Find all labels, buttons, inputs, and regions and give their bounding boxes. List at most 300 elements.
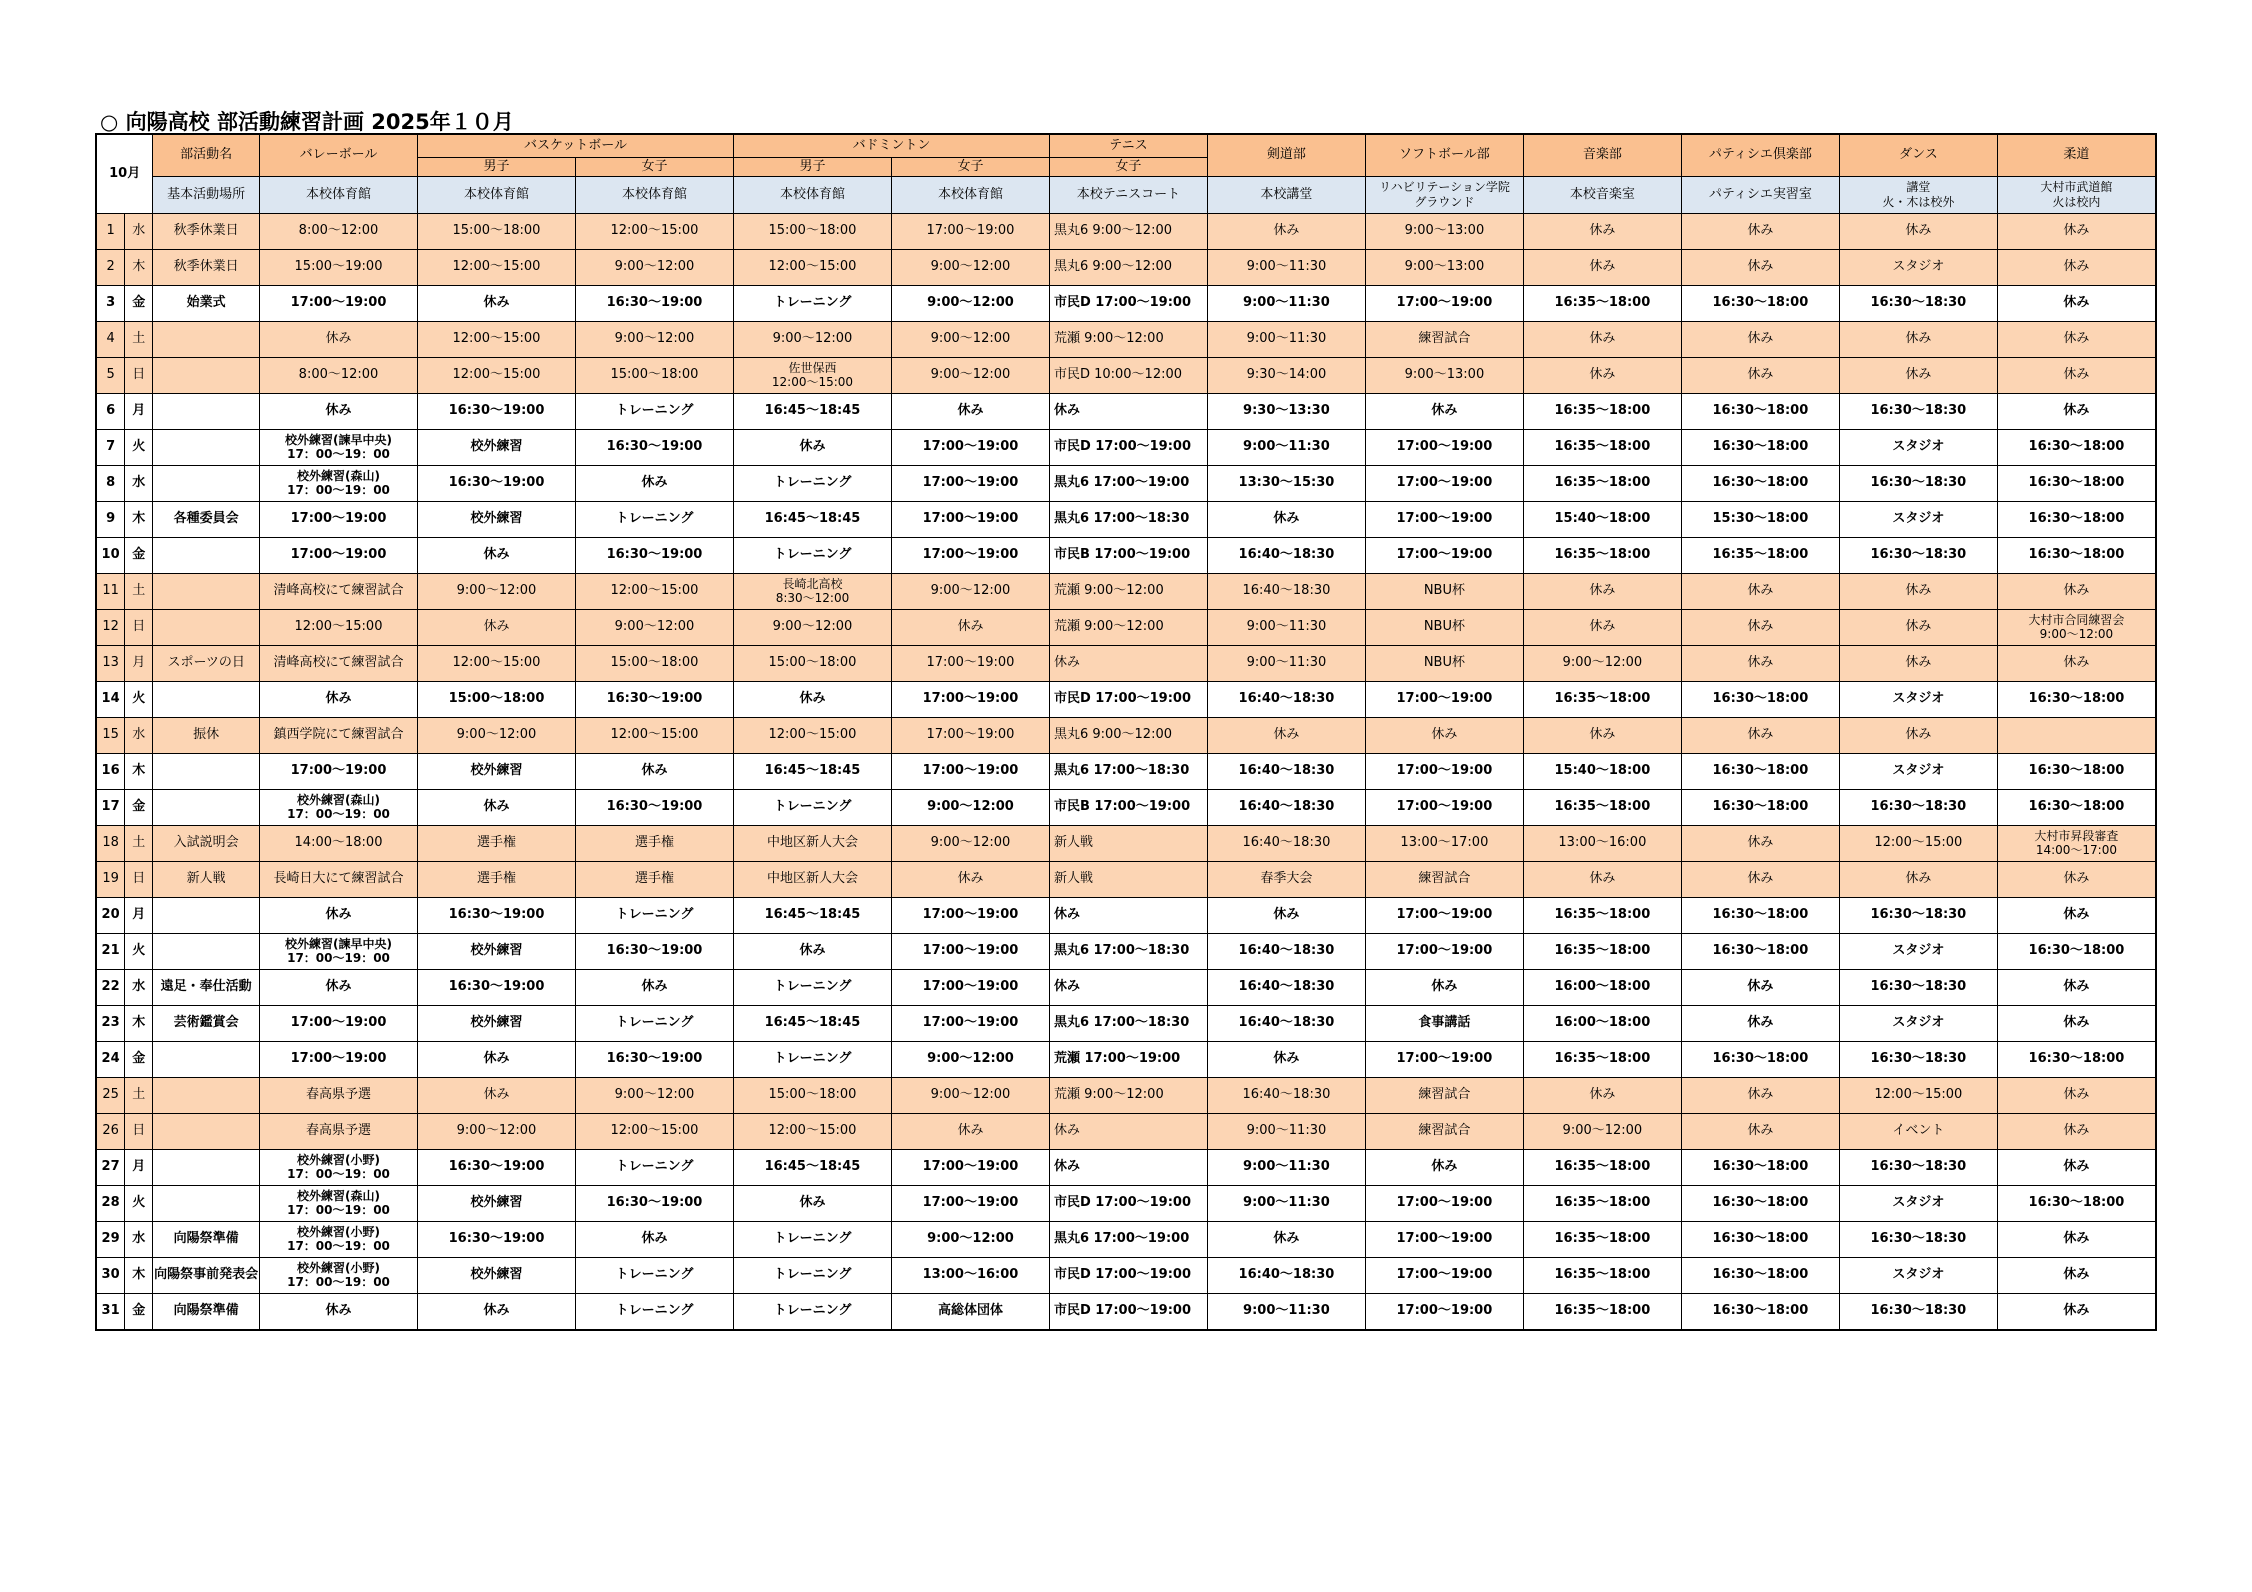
- weekday: 火: [125, 934, 153, 970]
- schedule-cell: 17:00～19:00: [260, 1042, 418, 1078]
- schedule-cell: 16:40～18:30: [1207, 934, 1365, 970]
- day-number: 8: [97, 466, 125, 502]
- weekday: 日: [125, 862, 153, 898]
- schedule-cell: 黒丸6 17:00～18:30: [1049, 1006, 1207, 1042]
- place-column-header: 基本活動場所: [153, 177, 260, 214]
- schedule-cell: 17:00～19:00: [260, 286, 418, 322]
- schedule-cell: 春季大会: [1207, 862, 1365, 898]
- schedule-cell: 17:00～19:00: [891, 682, 1049, 718]
- event-cell: [153, 610, 260, 646]
- table-row: [97, 646, 2156, 682]
- club-judo: 柔道: [1997, 135, 2155, 177]
- table-row: [97, 790, 2156, 826]
- schedule-cell: 長崎日大にて練習試合: [260, 862, 418, 898]
- schedule-cell: 17:00～19:00: [891, 898, 1049, 934]
- schedule-cell: 9:00～11:30: [1207, 1114, 1365, 1150]
- schedule-cell: 練習試合: [1365, 1114, 1523, 1150]
- schedule-cell: 9:30～13:30: [1207, 394, 1365, 430]
- schedule-cell: 16:30～18:00: [1997, 934, 2155, 970]
- schedule-cell: 16:30～19:00: [418, 394, 576, 430]
- schedule-cell: 16:30～19:00: [575, 538, 733, 574]
- schedule-cell: 16:35～18:00: [1523, 1294, 1681, 1330]
- event-cell: [153, 682, 260, 718]
- schedule-cell: 16:30～18:00: [1997, 682, 2155, 718]
- day-number: 19: [97, 862, 125, 898]
- schedule-cell: 休み: [733, 934, 891, 970]
- schedule-cell: 市民D 17:00～19:00: [1049, 430, 1207, 466]
- schedule-cell: 16:35～18:00: [1523, 1222, 1681, 1258]
- table-row: [97, 394, 2156, 430]
- schedule-cell: 休み: [1523, 610, 1681, 646]
- weekday: 木: [125, 1006, 153, 1042]
- day-number: 12: [97, 610, 125, 646]
- schedule-cell: 春高県予選: [260, 1078, 418, 1114]
- page-title: ○ 向陽高校 部活動練習計画 2025年１０月: [100, 110, 514, 134]
- schedule-cell: 12:00～15:00: [575, 574, 733, 610]
- schedule-cell: 休み: [1365, 1150, 1523, 1186]
- schedule-cell: 17:00～19:00: [1365, 898, 1523, 934]
- schedule-cell: 9:00～12:00: [891, 574, 1049, 610]
- table-row: [97, 1258, 2156, 1294]
- schedule-cell: 休み: [1207, 1222, 1365, 1258]
- schedule-cell: 休み: [1049, 646, 1207, 682]
- schedule-cell: 13:00～16:00: [891, 1258, 1049, 1294]
- schedule-cell: 休み: [1997, 358, 2155, 394]
- event-column-header: 部活動名: [153, 135, 260, 177]
- schedule-cell: 16:35～18:00: [1681, 538, 1839, 574]
- schedule-cell: スタジオ: [1839, 250, 1997, 286]
- schedule-cell: 9:00～11:30: [1207, 1294, 1365, 1330]
- schedule-cell: 17:00～19:00: [1365, 1186, 1523, 1222]
- schedule-cell: 休み: [1997, 1294, 2155, 1330]
- schedule-cell: 16:40～18:30: [1207, 754, 1365, 790]
- schedule-cell: 休み: [418, 1042, 576, 1078]
- schedule-cell: 9:00～11:30: [1207, 430, 1365, 466]
- table-row: [97, 682, 2156, 718]
- schedule-cell: 休み: [1839, 358, 1997, 394]
- table-row: [97, 430, 2156, 466]
- schedule-cell: 市民D 17:00～19:00: [1049, 682, 1207, 718]
- weekday: 水: [125, 466, 153, 502]
- schedule-cell: 休み: [1681, 358, 1839, 394]
- event-cell: [153, 1114, 260, 1150]
- schedule-cell: 休み: [733, 682, 891, 718]
- club-tennis: テニス: [1049, 135, 1207, 158]
- schedule-cell: 16:30～18:00: [1681, 286, 1839, 322]
- schedule-cell: 休み: [1997, 322, 2155, 358]
- event-cell: [153, 322, 260, 358]
- schedule-cell: スタジオ: [1839, 682, 1997, 718]
- club-softball: ソフトボール部: [1365, 135, 1523, 177]
- schedule-cell: 休み: [1997, 394, 2155, 430]
- schedule-cell: 15:00～18:00: [418, 682, 576, 718]
- schedule-cell: 17:00～19:00: [1365, 286, 1523, 322]
- table-row: [97, 250, 2156, 286]
- schedule-cell: 16:30～18:00: [1681, 466, 1839, 502]
- schedule-cell: 17:00～19:00: [891, 754, 1049, 790]
- schedule-cell: 休み: [1997, 1006, 2155, 1042]
- schedule-cell: トレーニング: [733, 1258, 891, 1294]
- schedule-cell: 春高県予選: [260, 1114, 418, 1150]
- schedule-cell: 16:30～18:00: [1681, 1294, 1839, 1330]
- event-cell: 遠足・奉仕活動: [153, 970, 260, 1006]
- schedule-cell: 選手権: [575, 862, 733, 898]
- table-row: [97, 718, 2156, 754]
- schedule-cell: 12:00～15:00: [575, 718, 733, 754]
- schedule-cell: 佐世保西 12:00～15:00: [733, 358, 891, 394]
- schedule-cell: 17:00～19:00: [891, 1006, 1049, 1042]
- day-number: 21: [97, 934, 125, 970]
- schedule-cell: 長崎北高校 8:30～12:00: [733, 574, 891, 610]
- day-number: 17: [97, 790, 125, 826]
- weekday: 水: [125, 214, 153, 250]
- weekday: 土: [125, 826, 153, 862]
- basketball-girls: 女子: [575, 158, 733, 177]
- weekday: 水: [125, 718, 153, 754]
- event-cell: 始業式: [153, 286, 260, 322]
- month-cell: 10月: [97, 135, 153, 214]
- schedule-cell: 16:35～18:00: [1523, 466, 1681, 502]
- schedule-cell: トレーニング: [575, 394, 733, 430]
- day-number: 26: [97, 1114, 125, 1150]
- schedule-cell: 9:00～12:00: [1523, 646, 1681, 682]
- schedule-cell: 16:30～18:00: [1681, 1186, 1839, 1222]
- schedule-cell: 16:30～19:00: [575, 286, 733, 322]
- schedule-cell: 休み: [418, 1294, 576, 1330]
- schedule-cell: 15:40～18:00: [1523, 754, 1681, 790]
- schedule-cell: イベント: [1839, 1114, 1997, 1150]
- schedule-cell: 休み: [1207, 214, 1365, 250]
- schedule-body: [97, 135, 2156, 1330]
- event-cell: [153, 538, 260, 574]
- schedule-cell: 選手権: [418, 826, 576, 862]
- day-number: 1: [97, 214, 125, 250]
- event-cell: [153, 1150, 260, 1186]
- weekday: 金: [125, 1042, 153, 1078]
- weekday: 月: [125, 646, 153, 682]
- schedule-cell: 12:00～15:00: [733, 1114, 891, 1150]
- event-cell: 向陽祭準備: [153, 1222, 260, 1258]
- schedule-cell: 15:00～18:00: [575, 646, 733, 682]
- schedule-cell: 16:40～18:30: [1207, 1258, 1365, 1294]
- schedule-cell: 12:00～15:00: [575, 1114, 733, 1150]
- schedule-cell: 12:00～15:00: [1839, 1078, 1997, 1114]
- schedule-cell: 9:00～11:30: [1207, 1150, 1365, 1186]
- schedule-cell: 休み: [1681, 646, 1839, 682]
- schedule-cell: 16:40～18:30: [1207, 682, 1365, 718]
- schedule-cell: 9:00～12:00: [418, 1114, 576, 1150]
- schedule-cell: 校外練習(森山) 17：00～19：00: [260, 790, 418, 826]
- event-cell: 芸術鑑賞会: [153, 1006, 260, 1042]
- schedule-cell: トレーニング: [575, 1294, 733, 1330]
- schedule-cell: 休み: [1997, 1258, 2155, 1294]
- schedule-cell: トレーニング: [575, 1150, 733, 1186]
- event-cell: [153, 358, 260, 394]
- place-basketball-boys: 本校体育館: [418, 177, 576, 214]
- tennis-girls: 女子: [1049, 158, 1207, 177]
- schedule-cell: 17:00～19:00: [891, 214, 1049, 250]
- schedule-cell: 荒瀬 9:00～12:00: [1049, 610, 1207, 646]
- event-cell: [153, 1186, 260, 1222]
- day-number: 30: [97, 1258, 125, 1294]
- schedule-cell: 12:00～15:00: [418, 250, 576, 286]
- event-cell: 向陽祭事前発表会: [153, 1258, 260, 1294]
- schedule-cell: 黒丸6 9:00～12:00: [1049, 214, 1207, 250]
- schedule-cell: 荒瀬 17:00～19:00: [1049, 1042, 1207, 1078]
- schedule-cell: スタジオ: [1839, 502, 1997, 538]
- schedule-cell: 休み: [1839, 646, 1997, 682]
- schedule-cell: 休み: [1681, 826, 1839, 862]
- schedule-cell: 16:35～18:00: [1523, 1258, 1681, 1294]
- schedule-cell: 休み: [1365, 718, 1523, 754]
- place-judo: 大村市武道館 火は校内: [1997, 177, 2155, 214]
- schedule-cell: 休み: [1523, 322, 1681, 358]
- schedule-cell: 16:30～18:00: [1681, 934, 1839, 970]
- place-tennis-girls: 本校テニスコート: [1049, 177, 1207, 214]
- table-row: [97, 862, 2156, 898]
- schedule-cell: 市民D 17:00～19:00: [1049, 1294, 1207, 1330]
- schedule-cell: 16:45～18:45: [733, 898, 891, 934]
- schedule-cell: 9:00～11:30: [1207, 646, 1365, 682]
- day-number: 10: [97, 538, 125, 574]
- schedule-cell: 食事講話: [1365, 1006, 1523, 1042]
- weekday: 土: [125, 1078, 153, 1114]
- table-row: [97, 214, 2156, 250]
- schedule-cell: 15:00～18:00: [418, 214, 576, 250]
- day-number: 28: [97, 1186, 125, 1222]
- place-patissier: パティシエ実習室: [1681, 177, 1839, 214]
- event-cell: [153, 1042, 260, 1078]
- schedule-cell: 16:40～18:30: [1207, 574, 1365, 610]
- schedule-cell: トレーニング: [733, 538, 891, 574]
- schedule-cell: 市民B 17:00～19:00: [1049, 790, 1207, 826]
- schedule-cell: 16:35～18:00: [1523, 1150, 1681, 1186]
- schedule-cell: トレーニング: [575, 502, 733, 538]
- event-cell: [153, 898, 260, 934]
- event-cell: スポーツの日: [153, 646, 260, 682]
- table-row: [97, 1294, 2156, 1330]
- schedule-cell: 校外練習: [418, 1186, 576, 1222]
- schedule-cell: 9:00～12:00: [575, 610, 733, 646]
- schedule-cell: 16:30～19:00: [418, 1150, 576, 1186]
- weekday: 水: [125, 1222, 153, 1258]
- schedule-cell: 16:30～18:30: [1839, 1150, 1997, 1186]
- schedule-cell: 16:30～18:30: [1839, 538, 1997, 574]
- schedule-cell: 黒丸6 17:00～19:00: [1049, 466, 1207, 502]
- schedule-cell: トレーニング: [733, 1222, 891, 1258]
- schedule-cell: 休み: [1997, 1222, 2155, 1258]
- schedule-cell: 選手権: [418, 862, 576, 898]
- schedule-cell: 16:40～18:30: [1207, 826, 1365, 862]
- schedule-cell: 市民D 10:00～12:00: [1049, 358, 1207, 394]
- club-badminton: バドミントン: [733, 135, 1049, 158]
- schedule-cell: 13:30～15:30: [1207, 466, 1365, 502]
- schedule-cell: 13:00～16:00: [1523, 826, 1681, 862]
- schedule-cell: 校外練習: [418, 430, 576, 466]
- schedule-cell: 16:30～18:00: [1681, 430, 1839, 466]
- schedule-cell: 休み: [891, 862, 1049, 898]
- schedule-cell: 休み: [418, 286, 576, 322]
- club-kendo: 剣道部: [1207, 135, 1365, 177]
- schedule-cell: 休み: [891, 610, 1049, 646]
- schedule-cell: 休み: [1839, 862, 1997, 898]
- table-row: [97, 358, 2156, 394]
- schedule-cell: 休み: [418, 610, 576, 646]
- club-patissier: パティシエ倶楽部: [1681, 135, 1839, 177]
- table-row: [97, 934, 2156, 970]
- schedule-cell: スタジオ: [1839, 1186, 1997, 1222]
- schedule-cell: 17:00～19:00: [891, 538, 1049, 574]
- schedule-cell: 12:00～15:00: [418, 646, 576, 682]
- day-number: 23: [97, 1006, 125, 1042]
- club-basketball: バスケットボール: [418, 135, 734, 158]
- schedule-cell: 9:00～12:00: [891, 790, 1049, 826]
- event-cell: 新人戦: [153, 862, 260, 898]
- schedule-cell: 16:30～19:00: [575, 682, 733, 718]
- badminton-boys: 男子: [733, 158, 891, 177]
- schedule-cell: 16:45～18:45: [733, 502, 891, 538]
- schedule-cell: 16:45～18:45: [733, 1006, 891, 1042]
- schedule-cell: 16:30～18:30: [1839, 898, 1997, 934]
- schedule-cell: 17:00～19:00: [1365, 1222, 1523, 1258]
- schedule-cell: 8:00～12:00: [260, 358, 418, 394]
- event-cell: [153, 790, 260, 826]
- weekday: 火: [125, 430, 153, 466]
- day-number: 31: [97, 1294, 125, 1330]
- schedule-cell: 9:00～13:00: [1365, 358, 1523, 394]
- schedule-cell: 休み: [1523, 862, 1681, 898]
- schedule-cell: トレーニング: [733, 466, 891, 502]
- schedule-cell: 16:35～18:00: [1523, 538, 1681, 574]
- badminton-girls: 女子: [891, 158, 1049, 177]
- schedule-cell: 9:00～12:00: [891, 1078, 1049, 1114]
- schedule-cell: 休み: [1997, 1150, 2155, 1186]
- schedule-cell: 練習試合: [1365, 1078, 1523, 1114]
- schedule-cell: 休み: [260, 898, 418, 934]
- event-cell: 振休: [153, 718, 260, 754]
- schedule-cell: 16:30～18:30: [1839, 790, 1997, 826]
- schedule-cell: 校外練習(小野) 17：00～19：00: [260, 1258, 418, 1294]
- table-row: [97, 1042, 2156, 1078]
- schedule-cell: 16:45～18:45: [733, 394, 891, 430]
- weekday: 金: [125, 286, 153, 322]
- schedule-cell: 16:40～18:30: [1207, 970, 1365, 1006]
- schedule-cell: 荒瀬 9:00～12:00: [1049, 1078, 1207, 1114]
- schedule-cell: 16:30～19:00: [418, 1222, 576, 1258]
- schedule-cell: 休み: [1839, 322, 1997, 358]
- schedule-cell: 休み: [733, 1186, 891, 1222]
- day-number: 18: [97, 826, 125, 862]
- schedule-cell: 休み: [1681, 574, 1839, 610]
- schedule-cell: 休み: [1207, 718, 1365, 754]
- schedule-cell: 校外練習(小野) 17：00～19：00: [260, 1150, 418, 1186]
- table-row: [97, 574, 2156, 610]
- schedule-cell: 16:30～19:00: [575, 1042, 733, 1078]
- schedule-cell: 休み: [891, 1114, 1049, 1150]
- schedule-cell: 休み: [1523, 574, 1681, 610]
- schedule-cell: 休み: [1681, 718, 1839, 754]
- schedule-cell: 9:00～12:00: [891, 286, 1049, 322]
- schedule-cell: 15:30～18:00: [1681, 502, 1839, 538]
- schedule-cell: 休み: [575, 466, 733, 502]
- schedule-cell: 16:35～18:00: [1523, 394, 1681, 430]
- schedule-cell: 校外練習: [418, 1258, 576, 1294]
- schedule-cell: 16:30～18:00: [1997, 430, 2155, 466]
- schedule-cell: スタジオ: [1839, 754, 1997, 790]
- schedule-cell: 校外練習: [418, 1006, 576, 1042]
- schedule-cell: 16:30～18:00: [1681, 1258, 1839, 1294]
- schedule-cell: 16:30～19:00: [575, 1186, 733, 1222]
- event-cell: [153, 430, 260, 466]
- schedule-cell: 9:00～12:00: [575, 1078, 733, 1114]
- schedule-cell: 休み: [260, 322, 418, 358]
- schedule-cell: 休み: [1523, 718, 1681, 754]
- schedule-cell: 16:35～18:00: [1523, 682, 1681, 718]
- day-number: 5: [97, 358, 125, 394]
- schedule-cell: 休み: [1523, 214, 1681, 250]
- schedule-cell: 9:00～12:00: [891, 826, 1049, 862]
- schedule-cell: 休み: [1997, 646, 2155, 682]
- schedule-table: [96, 134, 2156, 1330]
- weekday: 火: [125, 682, 153, 718]
- schedule-cell: 休み: [1523, 250, 1681, 286]
- schedule-cell: 選手権: [575, 826, 733, 862]
- schedule-cell: 17:00～19:00: [1365, 1042, 1523, 1078]
- schedule-cell: 16:30～18:00: [1997, 538, 2155, 574]
- schedule-cell: NBU杯: [1365, 610, 1523, 646]
- schedule-cell: 17:00～19:00: [1365, 934, 1523, 970]
- day-number: 25: [97, 1078, 125, 1114]
- schedule-cell: 16:30～18:00: [1681, 1150, 1839, 1186]
- schedule-cell: 休み: [1681, 322, 1839, 358]
- weekday: 月: [125, 1150, 153, 1186]
- weekday: 木: [125, 250, 153, 286]
- schedule-cell: 休み: [1049, 898, 1207, 934]
- club-dance: ダンス: [1839, 135, 1997, 177]
- table-row: [97, 754, 2156, 790]
- schedule-cell: 15:00～18:00: [733, 214, 891, 250]
- schedule-cell: トレーニング: [575, 898, 733, 934]
- schedule-cell: 16:30～18:00: [1681, 754, 1839, 790]
- event-cell: 入試説明会: [153, 826, 260, 862]
- schedule-cell: 17:00～19:00: [260, 1006, 418, 1042]
- schedule-cell: トレーニング: [733, 790, 891, 826]
- weekday: 水: [125, 970, 153, 1006]
- schedule-cell: 9:00～12:00: [575, 250, 733, 286]
- schedule-cell: 15:00～18:00: [575, 358, 733, 394]
- table-row: [97, 286, 2156, 322]
- day-number: 22: [97, 970, 125, 1006]
- schedule-cell: 12:00～15:00: [733, 250, 891, 286]
- schedule-cell: 鎮西学院にて練習試合: [260, 718, 418, 754]
- schedule-cell: トレーニング: [733, 286, 891, 322]
- schedule-cell: 16:30～18:00: [1681, 1222, 1839, 1258]
- schedule-cell: 9:00～12:00: [891, 1042, 1049, 1078]
- schedule-cell: 17:00～19:00: [891, 1150, 1049, 1186]
- day-number: 27: [97, 1150, 125, 1186]
- schedule-cell: 大村市合同練習会 9:00～12:00: [1997, 610, 2155, 646]
- schedule-cell: 17:00～19:00: [891, 646, 1049, 682]
- schedule-cell: 黒丸6 17:00～19:00: [1049, 1222, 1207, 1258]
- event-cell: 向陽祭準備: [153, 1294, 260, 1330]
- schedule-cell: 市民D 17:00～19:00: [1049, 286, 1207, 322]
- day-number: 15: [97, 718, 125, 754]
- schedule-cell: 清峰高校にて練習試合: [260, 574, 418, 610]
- schedule-cell: 16:35～18:00: [1523, 430, 1681, 466]
- header-row-clubs: [97, 135, 2156, 158]
- schedule-cell: 16:30～19:00: [418, 898, 576, 934]
- schedule-cell: 8:00～12:00: [260, 214, 418, 250]
